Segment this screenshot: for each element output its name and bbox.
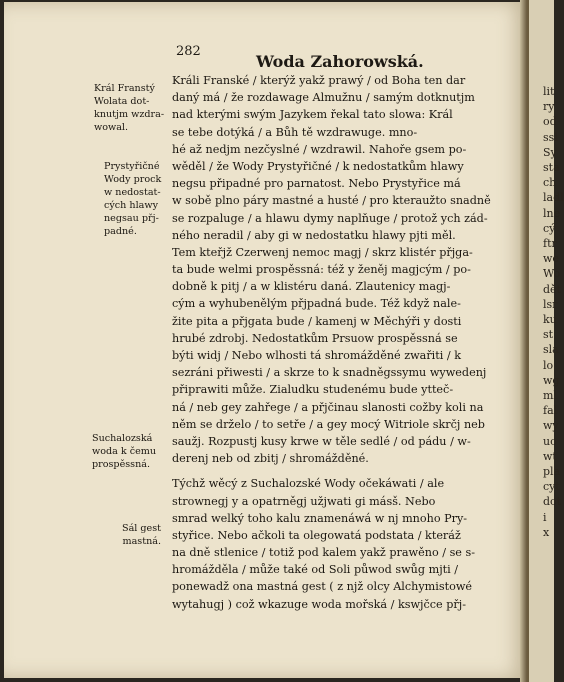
marginal-note-3 <box>92 432 156 471</box>
body-line: wytahugj ) což wkazuge woda mořská / kswjčce přj- <box>172 597 466 611</box>
body-text <box>172 72 491 613</box>
body-line: ponewadž ona mastná gest ( z njž olcy Alchymistowé <box>172 580 473 594</box>
facing-page-fragment: Sy <box>543 145 557 159</box>
body-line: hromážděla / může také od Soli půwod swůg mjti / <box>172 563 459 577</box>
facing-page-fragment: Wo <box>543 267 561 281</box>
facing-page-fragment: ry <box>543 100 555 114</box>
facing-page-fragment: lsr <box>543 297 558 311</box>
facing-page-fragment: ladl <box>543 191 564 205</box>
body-line: dobně k pitj / a w klistéru daná. Zlautenicy magj- <box>172 280 451 294</box>
marginal-note-line: Sál gest <box>122 523 162 534</box>
facing-page-fragment: pla <box>543 465 561 479</box>
facing-page-fragment: fal <box>543 404 558 418</box>
facing-page-fragment: we <box>543 252 559 266</box>
facing-page-fragment: cý <box>543 221 556 235</box>
facing-page-fragment: st <box>543 328 554 342</box>
facing-page-fragment: lne <box>543 206 561 220</box>
facing-page-fragment: ch <box>543 176 557 190</box>
facing-page-fragment: sta <box>543 161 560 175</box>
facing-page-fragment: uo <box>543 434 557 448</box>
marginal-note-line: Král Franstý <box>94 83 155 94</box>
body-line: Králi Franské / kterýž yakž prawý / od Boha ten dar <box>172 74 466 87</box>
body-line: negsu připadné pro parnatost. Nebo Prystyřice má <box>172 177 461 191</box>
facing-page-fragment: ftr <box>543 237 557 251</box>
marginal-note-1 <box>94 82 164 134</box>
facing-page-fragment: ssl <box>543 130 558 144</box>
facing-page-fragment: sla <box>543 343 559 357</box>
body-line: hé až nedjm nezčyslné / wzdrawil. Nahoře gsem po- <box>172 142 467 156</box>
body-line: derenj neb od zbitj / shromážděné. <box>172 452 369 466</box>
facing-page-fragment: cyt <box>543 480 560 494</box>
body-line: ného neradil / aby gi w nedostatku hlawy pjti měl. <box>172 228 456 242</box>
facing-page-edge <box>527 0 564 682</box>
marginal-note-line: negsau přj- <box>104 213 159 224</box>
body-line: ta bude welmi prospěssná: též y ženěj magjcým / po- <box>172 263 471 277</box>
facing-page-fragment: od <box>543 115 557 129</box>
facing-page-fragment: wg <box>543 373 560 387</box>
facing-page-fragment: x <box>543 525 550 539</box>
body-line: strownegj y a opatrněgj užjwati gi másš. Nebo <box>172 494 436 508</box>
body-line: saužj. Rozpustj kusy krwe w těle sedlé / od pádu / w- <box>172 434 471 448</box>
marginal-note-line: woda k čemu <box>92 446 157 457</box>
body-line: cým a wyhubenělým přjpadná bude. Též když nale- <box>172 297 461 311</box>
facing-page-text <box>529 0 564 540</box>
body-line: se rozpaluge / a hlawu dymy naplňuge / protož ych zád- <box>172 211 488 225</box>
marginal-note-line: Wody prock <box>104 174 162 185</box>
marginal-note-4 <box>122 522 161 548</box>
body-line: smrad welký toho kalu znamenáwá w nj mnoho Pry- <box>172 511 468 525</box>
body-line: hrubé zdrobj. Nedostatkům Prsuow prospěssná se <box>172 331 458 345</box>
facing-page-fragment: dot <box>543 495 562 509</box>
marginal-note-2 <box>104 160 161 238</box>
body-line: připrawiti může. Zialudku studenému bude ytteč- <box>172 383 454 397</box>
body-line: Tem kteřjž Czerwenj nemoc magj / skrz klistér přjga- <box>172 245 473 259</box>
body-line: wěděl / že Wody Prystyřičné / k nedostatkům hlawy <box>172 159 464 173</box>
facing-page-fragment: ml <box>543 389 557 403</box>
body-line: ná / neb gey zahřege / a přjčinau slanosti cožby koli na <box>172 400 484 414</box>
facing-page-fragment: wt <box>543 449 557 463</box>
facing-page-fragment: lit <box>543 85 555 98</box>
marginal-note-line: mastná. <box>122 536 162 547</box>
body-line: žite pita a přjgata bude / kamenj w Měchýři y dosti <box>172 314 462 328</box>
marginal-note-line: Wolata dot- <box>94 96 150 107</box>
body-line: sezráni přiwesti / a skrze to k snadněgssymu wywedenj <box>172 366 487 380</box>
marginal-note-line: w nedostat- <box>104 187 161 198</box>
marginal-note-line: Suchalozská <box>92 433 153 444</box>
marginal-note-line: Prystyřičné <box>104 161 160 172</box>
marginal-note-line: wowal. <box>94 122 129 133</box>
facing-page-fragment: lo <box>543 358 554 372</box>
body-line: se tebe dotýká / a Bůh tě wzdrawuge. mno- <box>172 125 418 139</box>
facing-page-fragment: ku <box>543 313 557 327</box>
paragraph-gap <box>172 467 484 475</box>
page-number: 282 <box>176 44 201 59</box>
body-line: daný má / že rozdawage Almužnu / samým dotknutjm <box>172 91 475 105</box>
marginal-note-line: prospěssná. <box>92 459 151 470</box>
body-line: w sobě plno páry mastné a husté / pro kteraužto snadně <box>172 194 491 208</box>
body-line: styřice. Nebo ačkoli ta olegowatá podstata / kteráž <box>172 528 461 542</box>
body-line: býti widj / Nebo wlhosti tá shromážděné zwařiti / k <box>172 349 461 362</box>
marginal-note-line: knutjm wzdra- <box>94 109 165 120</box>
marginal-note-line: padné. <box>104 226 137 237</box>
running-head: Woda Zahorowská. <box>256 52 424 71</box>
facing-page-fragment: i <box>543 510 547 524</box>
body-line: něm se drželo / to setře / a gey mocý Witriole skrčj neb <box>172 417 485 431</box>
body-line: Týchž wěcý z Suchalozské Wody očekáwati / ale <box>172 477 445 491</box>
body-line: na dně stlenice / totiž pod kalem yakž prawěno / se s- <box>172 546 476 560</box>
body-line: nad kterými swým Jazykem řekal tato slowa: Král <box>172 108 453 122</box>
facing-page-fragment: dět <box>543 282 561 296</box>
marginal-note-line: cých hlawy <box>104 200 158 211</box>
facing-page-fragment: wy <box>543 419 559 433</box>
